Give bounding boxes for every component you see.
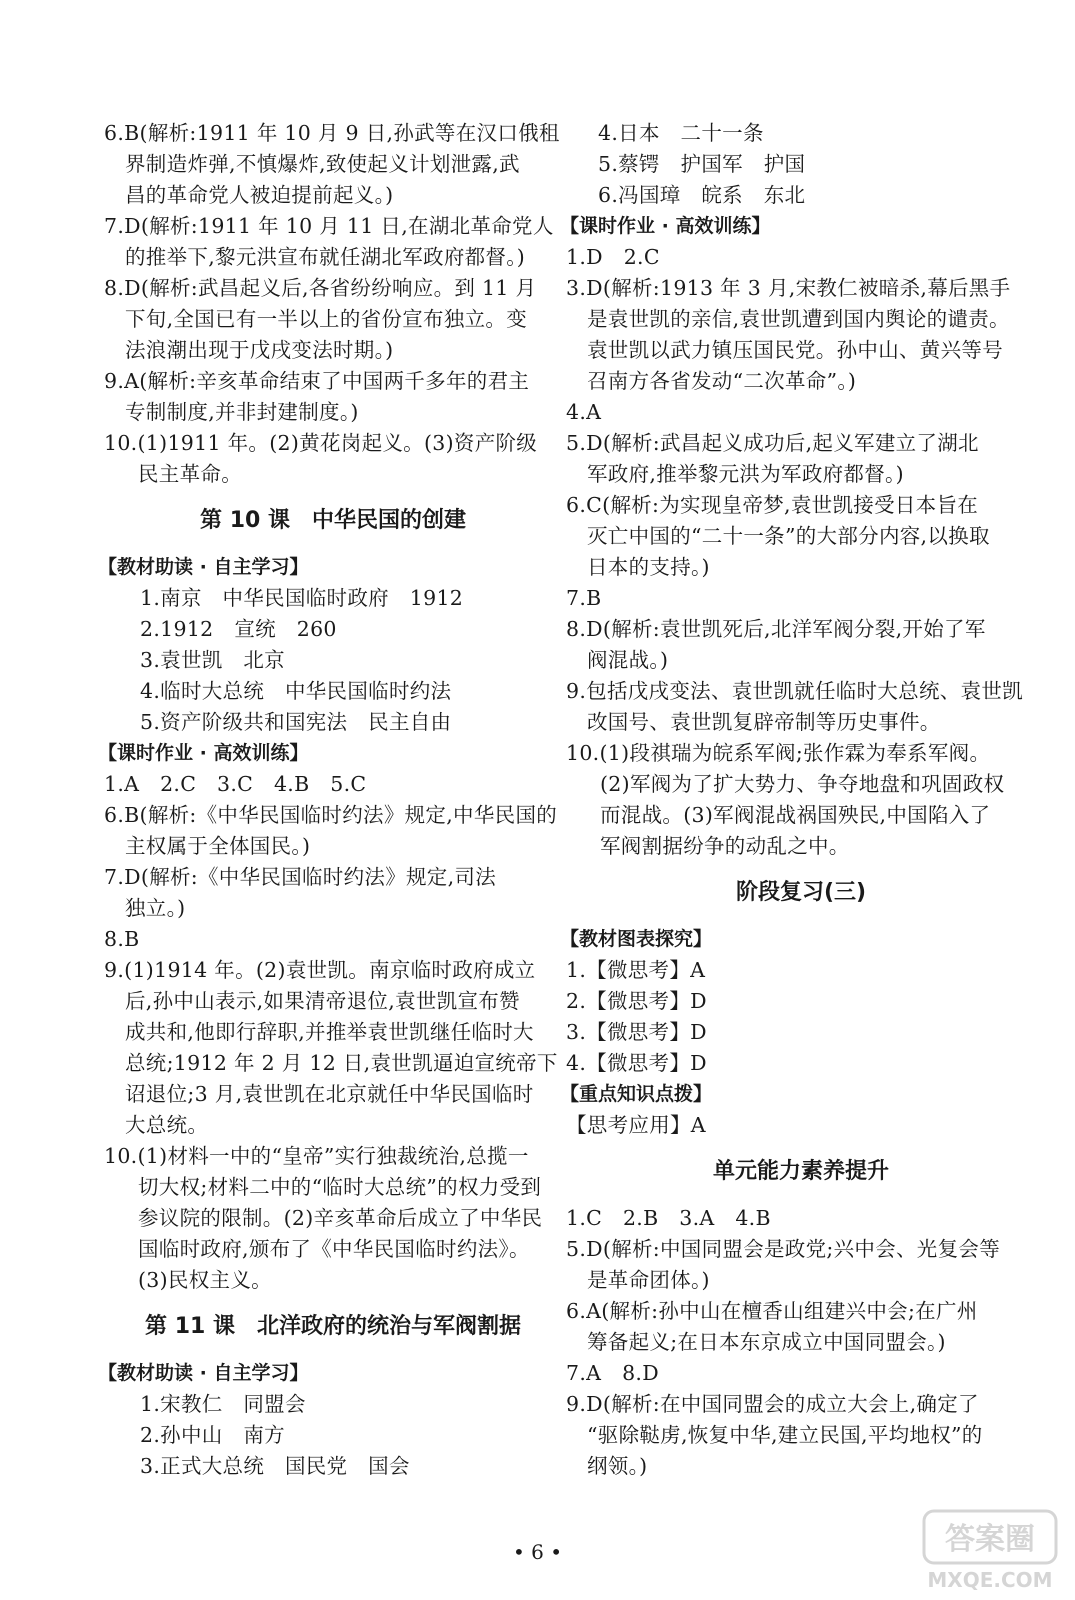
answer-continuation: 切大权;材料二中的“临时大总统”的权力受到 — [138, 1175, 542, 1199]
answer-continuation: 是革命团体。) — [587, 1268, 710, 1292]
answer-continuation: 诏退位;3 月,袁世凯在北京就任中华民国临时 — [125, 1082, 534, 1106]
fill-in-answer: 4.临时大总统 中华民国临时约法 — [140, 679, 452, 703]
answer-continuation: 日本的支持。) — [587, 555, 710, 579]
section-heading: 【重点知识点拨】 — [560, 1083, 713, 1105]
answer-continuation: 成共和,他即行辞职,并推举袁世凯继任临时大 — [125, 1020, 534, 1044]
answer-continuation: 主权属于全体国民。) — [125, 834, 311, 858]
fill-in-answer: 4.日本 二十一条 — [598, 121, 764, 145]
answer-line: 4.A — [566, 400, 602, 424]
answer-continuation: 召南方各省发动“二次革命”。) — [587, 369, 857, 393]
answer-line: 8.D(解析:袁世凯死后,北洋军阀分裂,开始了军 — [566, 617, 986, 641]
fill-in-answer: 5.资产阶级共和国宪法 民主自由 — [140, 710, 452, 734]
answer-continuation: “驱除鞑虏,恢复中华,建立民国,平均地权”的 — [587, 1423, 983, 1447]
answer-line: 6.C(解析:为实现皇帝梦,袁世凯接受日本旨在 — [566, 493, 979, 517]
fill-in-answer: 3.正式大总统 国民党 国会 — [140, 1454, 410, 1478]
fill-in-answer: 2.1912 宣统 260 — [140, 617, 337, 641]
answer-line: 2.【微思考】D — [566, 989, 707, 1013]
answer-continuation: 阀混战。) — [587, 648, 669, 672]
answer-line: 【思考应用】A — [566, 1113, 706, 1137]
answer-line: 6.B(解析:1911 年 10 月 9 日,孙武等在汉口俄租 — [104, 121, 560, 145]
answer-line: 10.(1)段祺瑞为皖系军阀;张作霖为奉系军阀。 — [566, 741, 991, 765]
fill-in-answer: 5.蔡锷 护国军 护国 — [598, 152, 806, 176]
answer-continuation: 改国号、袁世凯复辟帝制等历史事件。 — [587, 710, 941, 734]
answer-continuation: 的推举下,黎元洪宣布就任湖北军政府都督。) — [125, 245, 526, 269]
answer-line: 9.(1)1914 年。(2)袁世凯。南京临时政府成立 — [104, 958, 536, 982]
answer-line: 1.A 2.C 3.C 4.B 5.C — [104, 772, 367, 796]
answer-line: 6.A(解析:孙中山在檀香山组建兴中会;在广州 — [566, 1299, 978, 1323]
answer-line: 8.B — [104, 927, 140, 951]
answer-continuation: 灭亡中国的“二十一条”的大部分内容,以换取 — [587, 524, 990, 548]
answer-continuation: 界制造炸弹,不慎爆炸,致使起义计划泄露,武 — [125, 152, 520, 176]
answer-continuation: 筹备起义;在日本东京成立中国同盟会。) — [587, 1330, 946, 1354]
answer-continuation: 是袁世凯的亲信,袁世凯遭到国内舆论的谴责。 — [587, 307, 1010, 331]
section-heading: 【课时作业 · 高效训练】 — [560, 215, 771, 237]
section-heading: 【教材助读 · 自主学习】 — [98, 1362, 309, 1384]
answer-line: 7.B — [566, 586, 602, 610]
answer-continuation: 民主革命。 — [138, 462, 242, 486]
answer-line: 9.D(解析:在中国同盟会的成立大会上,确定了 — [566, 1392, 979, 1416]
answer-continuation: 总统;1912 年 2 月 12 日,袁世凯逼迫宣统帝下 — [125, 1051, 558, 1075]
section-heading: 【课时作业 · 高效训练】 — [98, 742, 309, 764]
fill-in-answer: 3.袁世凯 北京 — [140, 648, 285, 672]
lesson-title: 第 11 课 北洋政府的统治与军阀割据 — [145, 1314, 521, 1339]
answer-continuation: 独立。) — [125, 896, 186, 920]
answer-line: 4.【微思考】D — [566, 1051, 707, 1075]
lesson-title: 单元能力素养提升 — [712, 1159, 889, 1184]
svg-text:MXQE.COM: MXQE.COM — [927, 1568, 1053, 1592]
answer-continuation: (3)民权主义。 — [138, 1268, 272, 1292]
answer-continuation: (2)军阀为了扩大势力、争夺地盘和巩固政权 — [600, 772, 1005, 796]
answer-continuation: 大总统。 — [125, 1113, 209, 1137]
svg-text:答案圈: 答案圈 — [945, 1522, 1035, 1557]
answer-line: 7.D(解析:《中华民国临时约法》规定,司法 — [104, 865, 497, 889]
fill-in-answer: 1.南京 中华民国临时政府 1912 — [140, 586, 464, 610]
answer-line: 7.A 8.D — [566, 1361, 659, 1385]
answer-line: 9.包括戊戌变法、袁世凯就任临时大总统、袁世凯 — [566, 679, 1023, 703]
answer-line: 1.D 2.C — [566, 245, 660, 269]
answer-continuation: 参议院的限制。(2)辛亥革命后成立了中华民 — [138, 1206, 543, 1230]
answer-continuation: 军阀割据纷争的动乱之中。 — [600, 834, 850, 858]
fill-in-answer: 1.宋教仁 同盟会 — [140, 1392, 306, 1416]
answer-line: 3.D(解析:1913 年 3 月,宋教仁被暗杀,幕后黑手 — [566, 276, 1011, 300]
answer-continuation: 下旬,全国已有一半以上的省份宣布独立。变 — [125, 307, 528, 331]
section-heading: 【教材助读 · 自主学习】 — [98, 556, 309, 578]
fill-in-answer: 2.孙中山 南方 — [140, 1423, 285, 1447]
answer-line: 6.B(解析:《中华民国临时约法》规定,中华民国的 — [104, 803, 558, 827]
answer-line: 1.【微思考】A — [566, 958, 706, 982]
right-column — [560, 118, 1036, 1482]
answer-continuation: 军政府,推举黎元洪为军政府都督。) — [587, 462, 904, 486]
answer-continuation: 而混战。(3)军阀混战祸国殃民,中国陷入了 — [600, 803, 991, 827]
answer-line: 10.(1)1911 年。(2)黄花岗起义。(3)资产阶级 — [104, 431, 538, 455]
section-heading: 【教材图表探究】 — [560, 928, 713, 950]
watermark-logo — [920, 1505, 1060, 1595]
answer-continuation: 后,孙中山表示,如果清帝退位,袁世凯宣布赞 — [125, 989, 520, 1013]
answer-continuation: 昌的革命党人被迫提前起义。) — [125, 183, 394, 207]
answer-line: 5.D(解析:武昌起义成功后,起义军建立了湖北 — [566, 431, 979, 455]
answer-line: 9.A(解析:辛亥革命结束了中国两千多年的君主 — [104, 369, 530, 393]
answer-continuation: 纲领。) — [587, 1454, 648, 1478]
lesson-title: 阶段复习(三) — [735, 880, 867, 905]
answer-line: 1.C 2.B 3.A 4.B — [566, 1206, 771, 1230]
answer-continuation: 专制制度,并非封建制度。) — [125, 400, 359, 424]
left-column — [98, 118, 562, 1482]
lesson-title: 第 10 课 中华民国的创建 — [200, 508, 466, 533]
answer-continuation: 袁世凯以武力镇压国民党。孙中山、黄兴等号 — [587, 338, 1003, 362]
answer-line: 3.【微思考】D — [566, 1020, 707, 1044]
answer-line: 5.D(解析:中国同盟会是政党;兴中会、光复会等 — [566, 1237, 1001, 1261]
answer-line: 10.(1)材料一中的“皇帝”实行独裁统治,总揽一 — [104, 1144, 529, 1168]
fill-in-answer: 6.冯国璋 皖系 东北 — [598, 183, 806, 207]
page-number: • 6 • — [512, 1540, 563, 1564]
answer-continuation: 法浪潮出现于戊戌变法时期。) — [125, 338, 394, 362]
answer-line: 8.D(解析:武昌起义后,各省纷纷响应。到 11 月 — [104, 276, 537, 300]
answer-line: 7.D(解析:1911 年 10 月 11 日,在湖北革命党人 — [104, 214, 554, 238]
answer-continuation: 国临时政府,颁布了《中华民国临时约法》。 — [138, 1237, 530, 1261]
